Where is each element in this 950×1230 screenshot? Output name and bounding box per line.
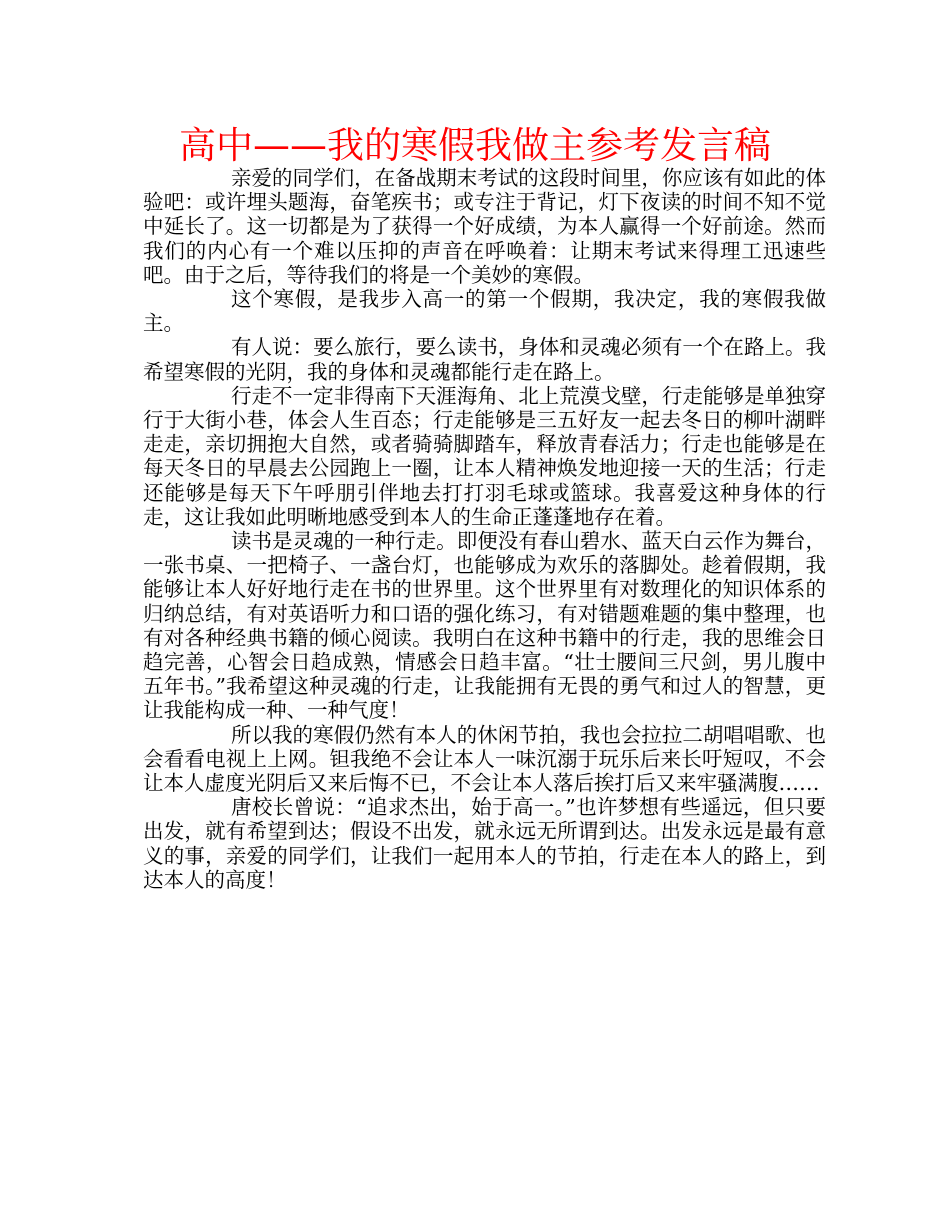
paragraph: 亲爱的同学们，在备战期末考试的这段时间里，你应该有如此的体验吧：或许埋头题海，奋笔疾书；或专注于背记，灯下夜读的时间不知不觉中延长了。这一切都是为了获得一个好成绩，为本人赢得一个好前途。然而我们的内心有一个难以压抑的声音在呼唤着：让期末考试来得理工迅速些吧。由于之后，等待我们的将是一个美妙的寒假。 <box>143 166 826 287</box>
paragraph: 行走不一定非得南下天涯海角、北上荒漠戈壁，行走能够是单独穿行于大街小巷，体会人生百态；行走能够是三五好友一起去冬日的柳叶湖畔走走，亲切拥抱大自然，或者骑骑脚踏车，释放青春活力；行走也能够是在每天冬日的早晨去公园跑上一圈，让本人精神焕发地迎接一天的生活；行走还能够是每天下午呼朋引伴地去打打羽毛球或篮球。我喜爱这种身体的行走，这让我如此明晰地感受到本人的生命正蓬蓬地存在着。 <box>143 383 826 529</box>
paragraph: 所以我的寒假仍然有本人的休闲节拍，我也会拉拉二胡唱唱歌、也会看看电视上上网。钽我绝不会让本人一味沉溺于玩乐后来长吁短叹，不会让本人虚度光阴后又来后悔不已，不会让本人落后挨打后又来牢骚满腹…… <box>143 722 826 796</box>
paragraph: 有人说：要么旅行，要么读书，身体和灵魂必须有一个在路上。我希望寒假的光阴，我的身体和灵魂都能行走在路上。 <box>143 335 826 384</box>
paragraph: 唐校长曾说：“追求杰出，始于高一。”也许梦想有些遥远，但只要出发，就有希望到达；假设不出发，就永远无所谓到达。出发永远是最有意义的事，亲爱的同学们，让我们一起用本人的节拍，行走在本人的路上，到达本人的高度！ <box>143 795 826 892</box>
paragraph: 读书是灵魂的一种行走。即便没有春山碧水、蓝天白云作为舞台，一张书桌、一把椅子、一盏台灯，也能够成为欢乐的落脚处。趁着假期，我能够让本人好好地行走在书的世界里。这个世界里有对数理化的知识体系的归纳总结，有对英语听力和口语的强化练习，有对错题难题的集中整理，也有对各种经典书籍的倾心阅读。我明白在这种书籍中的行走，我的思维会日趋完善，心智会日趋成熟，情感会日趋丰富。“壮士腰间三尺剑，男儿腹中五年书。”我希望这种灵魂的行走，让我能拥有无畏的勇气和过人的智慧，更让我能构成一种、一种气度！ <box>143 529 826 723</box>
paragraph: 这个寒假，是我步入高一的第一个假期，我决定，我的寒假我做主。 <box>143 287 826 336</box>
document-body <box>143 166 826 892</box>
document-title: 高中——我的寒假我做主参考发言稿 <box>179 124 771 167</box>
